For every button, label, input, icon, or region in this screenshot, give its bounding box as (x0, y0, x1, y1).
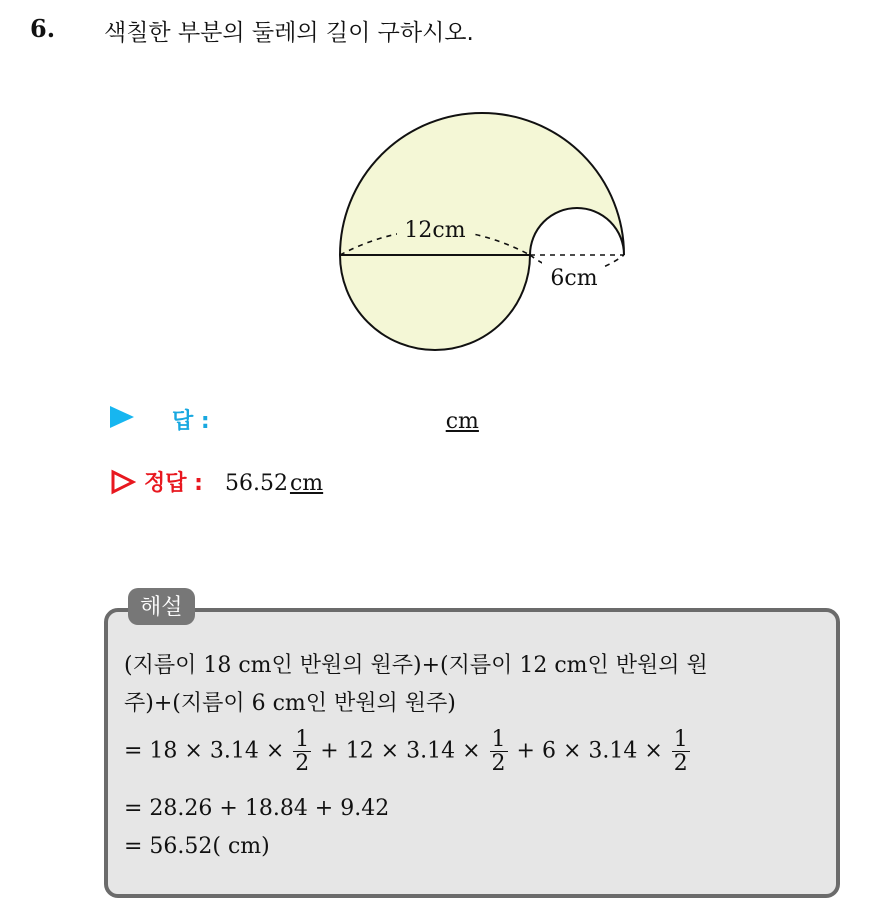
play-triangle-icon (110, 406, 134, 428)
correct-answer-label: 정답 : (144, 471, 203, 496)
correct-answer-row (110, 466, 323, 497)
explanation-line-5: = 56.52( cm) (124, 834, 270, 859)
shaded-region (340, 113, 624, 350)
correct-answer-value: 56.52 (224, 471, 288, 496)
expr-term-2: + 12 × 3.14 × (320, 738, 481, 764)
fraction-half: $\frac{1}{2}$ (673, 727, 688, 777)
fraction-half: $\frac{1}{2}$ (295, 727, 310, 777)
question-text: 색칠한 부분의 둘레의 길이 구하시오. (104, 20, 474, 46)
label-12cm: 12cm (404, 218, 466, 243)
explanation-line-2: 주)+(지름이 6 cm인 반원의 원주) (124, 691, 456, 716)
question-number: 6. (30, 14, 56, 43)
outline-triangle-icon (110, 469, 136, 495)
fraction-half: $\frac{1}{2}$ (491, 727, 506, 777)
explanation-line-4: = 28.26 + 18.84 + 9.42 (124, 796, 390, 821)
correct-answer-unit: cm (289, 471, 324, 496)
answer-input-unit[interactable]: cm (445, 409, 479, 434)
explanation-line-1: (지름이 18 cm인 반원의 원주)+(지름이 12 cm인 반원의 원 (124, 653, 708, 678)
expr-term-3: + 6 × 3.14 × (516, 738, 663, 764)
explanation-line-3 (124, 728, 692, 775)
explanation-tag: 해설 (128, 588, 195, 625)
label-6cm: 6cm (550, 266, 598, 291)
expr-term-1: = 18 × 3.14 × (124, 738, 285, 764)
answer-label: 답 : (172, 409, 210, 434)
shaded-figure (320, 110, 640, 360)
answer-row (110, 404, 479, 435)
